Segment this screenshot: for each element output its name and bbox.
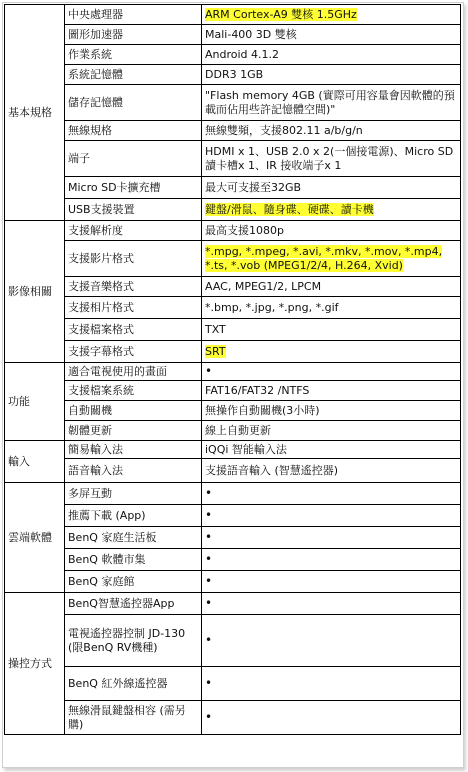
spec-value-cell	[202, 341, 461, 363]
table-row	[5, 199, 461, 221]
spec-value-cell	[202, 297, 461, 319]
bullet-mark: •	[205, 574, 213, 588]
table-row	[5, 593, 461, 615]
spec-label: 推薦下載 (App)	[65, 505, 202, 527]
table-row	[5, 571, 461, 593]
spec-value-cell	[202, 571, 461, 593]
category-cell: 操控方式	[5, 593, 65, 735]
table-row	[5, 527, 461, 549]
spec-table-body	[5, 5, 461, 735]
spec-value-cell	[202, 45, 461, 65]
spec-value: Android 4.1.2	[205, 47, 280, 61]
spec-value-cell	[202, 25, 461, 45]
spec-value: 最高支援1080p	[205, 223, 284, 237]
spec-value-cell	[202, 615, 461, 667]
spec-label: BenQ 家庭館	[65, 571, 202, 593]
table-row	[5, 441, 461, 459]
spec-label: 支援相片格式	[65, 297, 202, 319]
spec-value: *.mpg, *.mpeg, *.avi, *.mkv, *.mov, *.mp4, *.ts, *.vob (MPEG1/2/4, H.264, Xvid)	[205, 244, 443, 272]
spec-label: BenQ 軟體市集	[65, 549, 202, 571]
category-cell: 輸入	[5, 441, 65, 483]
spec-value: FAT16/FAT32 /NTFS	[205, 383, 310, 397]
spec-label: 多屏互動	[65, 483, 202, 505]
table-row	[5, 25, 461, 45]
table-row	[5, 363, 461, 381]
bullet-mark: •	[205, 596, 213, 610]
bullet-mark: •	[205, 364, 213, 378]
spec-value: TXT	[205, 322, 226, 336]
spec-value-cell	[202, 381, 461, 401]
spec-label: 韌體更新	[65, 421, 202, 441]
spec-value-cell	[202, 177, 461, 199]
spec-label: 作業系統	[65, 45, 202, 65]
spec-label: 支援音樂格式	[65, 277, 202, 297]
spec-value: 線上自動更新	[205, 423, 271, 437]
table-row	[5, 277, 461, 297]
spec-value-cell	[202, 483, 461, 505]
spec-value-cell	[202, 85, 461, 121]
spec-label: 支援檔案格式	[65, 319, 202, 341]
category-cell: 影像相關	[5, 221, 65, 363]
spec-value-cell	[202, 141, 461, 177]
spec-value-cell	[202, 593, 461, 615]
table-row	[5, 341, 461, 363]
table-row	[5, 401, 461, 421]
spec-label: 適合電視使用的畫面	[65, 363, 202, 381]
spec-value-cell	[202, 277, 461, 297]
spec-label: 中央處理器	[65, 5, 202, 25]
spec-label: 無線規格	[65, 121, 202, 141]
table-row	[5, 459, 461, 483]
spec-value: 鍵盤/滑鼠、隨身碟、硬碟、讀卡機	[205, 202, 374, 216]
spec-label: 支援檔案系統	[65, 381, 202, 401]
spec-label: 端子	[65, 141, 202, 177]
spec-value-cell	[202, 401, 461, 421]
bullet-mark: •	[205, 676, 213, 690]
table-row	[5, 45, 461, 65]
spec-value-cell	[202, 65, 461, 85]
table-row	[5, 549, 461, 571]
spec-value-cell	[202, 527, 461, 549]
spec-label: 自動關機	[65, 401, 202, 421]
spec-value: AAC, MPEG1/2, LPCM	[205, 279, 322, 293]
table-row	[5, 701, 461, 735]
table-row	[5, 241, 461, 277]
spec-value-cell	[202, 241, 461, 277]
spec-value-cell	[202, 441, 461, 459]
spec-value-cell	[202, 221, 461, 241]
spec-value: SRT	[205, 344, 226, 358]
spec-label: BenQ 家庭生活板	[65, 527, 202, 549]
spec-label: 電視遙控器控制 JD-130 (限BenQ RV機種)	[65, 615, 202, 667]
spec-value: "Flash memory 4GB (實際可用容量會因軟體的預載而佔用些許記憶體空間)"	[205, 88, 455, 116]
spec-label: 語音輸入法	[65, 459, 202, 483]
category-cell: 基本規格	[5, 5, 65, 221]
table-row	[5, 421, 461, 441]
table-row	[5, 121, 461, 141]
spec-value: 支援語音輸入 (智慧遙控器)	[205, 463, 339, 477]
table-row	[5, 85, 461, 121]
spec-value-cell	[202, 549, 461, 571]
table-row	[5, 319, 461, 341]
table-row	[5, 667, 461, 701]
spec-label: 支援字幕格式	[65, 341, 202, 363]
spec-value: *.bmp, *.jpg, *.png, *.gif	[205, 300, 339, 314]
spec-value-cell	[202, 421, 461, 441]
table-row	[5, 483, 461, 505]
spec-label: 支援解析度	[65, 221, 202, 241]
table-row	[5, 5, 461, 25]
spec-value: ARM Cortex-A9 雙核 1.5GHz	[205, 7, 357, 21]
spec-value: 最大可支援至32GB	[205, 180, 302, 194]
spec-value: 無操作自動關機(3小時)	[205, 403, 320, 417]
table-row	[5, 221, 461, 241]
spec-value-cell	[202, 363, 461, 381]
spec-value-cell	[202, 199, 461, 221]
category-cell: 雲端軟體	[5, 483, 65, 593]
bullet-mark: •	[205, 710, 213, 724]
spec-label: 圖形加速器	[65, 25, 202, 45]
spec-value-cell	[202, 459, 461, 483]
spec-label: 無線滑鼠鍵盤相容 (需另購)	[65, 701, 202, 735]
spec-value-cell	[202, 5, 461, 25]
spec-table	[4, 4, 461, 735]
spec-value-cell	[202, 505, 461, 527]
bullet-mark: •	[205, 486, 213, 500]
table-row	[5, 505, 461, 527]
spec-value-cell	[202, 319, 461, 341]
table-row	[5, 141, 461, 177]
table-row	[5, 177, 461, 199]
spec-value-cell	[202, 667, 461, 701]
spec-label: 簡易輸入法	[65, 441, 202, 459]
spec-value: 無線雙頻，支援802.11 a/b/g/n	[205, 123, 363, 137]
spec-label: BenQ 紅外線遙控器	[65, 667, 202, 701]
bullet-mark: •	[205, 552, 213, 566]
spec-value-cell	[202, 701, 461, 735]
category-cell: 功能	[5, 363, 65, 441]
bullet-mark: •	[205, 508, 213, 522]
table-row	[5, 65, 461, 85]
bullet-mark: •	[205, 633, 213, 647]
spec-value: DDR3 1GB	[205, 67, 264, 81]
spec-value-cell	[202, 121, 461, 141]
table-row	[5, 615, 461, 667]
spec-label: USB支援裝置	[65, 199, 202, 221]
spec-value: HDMI x 1、USB 2.0 x 2(一個接電源)、Micro SD讀卡槽x 1、IR 接收端子x 1	[205, 144, 454, 172]
spec-label: 支援影片格式	[65, 241, 202, 277]
spec-label: 儲存記憶體	[65, 85, 202, 121]
spec-value: iQQi 智能輸入法	[205, 442, 287, 456]
spec-label: Micro SD卡擴充槽	[65, 177, 202, 199]
spec-label: BenQ智慧遙控器App	[65, 593, 202, 615]
bullet-mark: •	[205, 530, 213, 544]
table-row	[5, 381, 461, 401]
table-row	[5, 297, 461, 319]
spec-label: 系統記憶體	[65, 65, 202, 85]
spec-value: Mali-400 3D 雙核	[205, 27, 297, 41]
